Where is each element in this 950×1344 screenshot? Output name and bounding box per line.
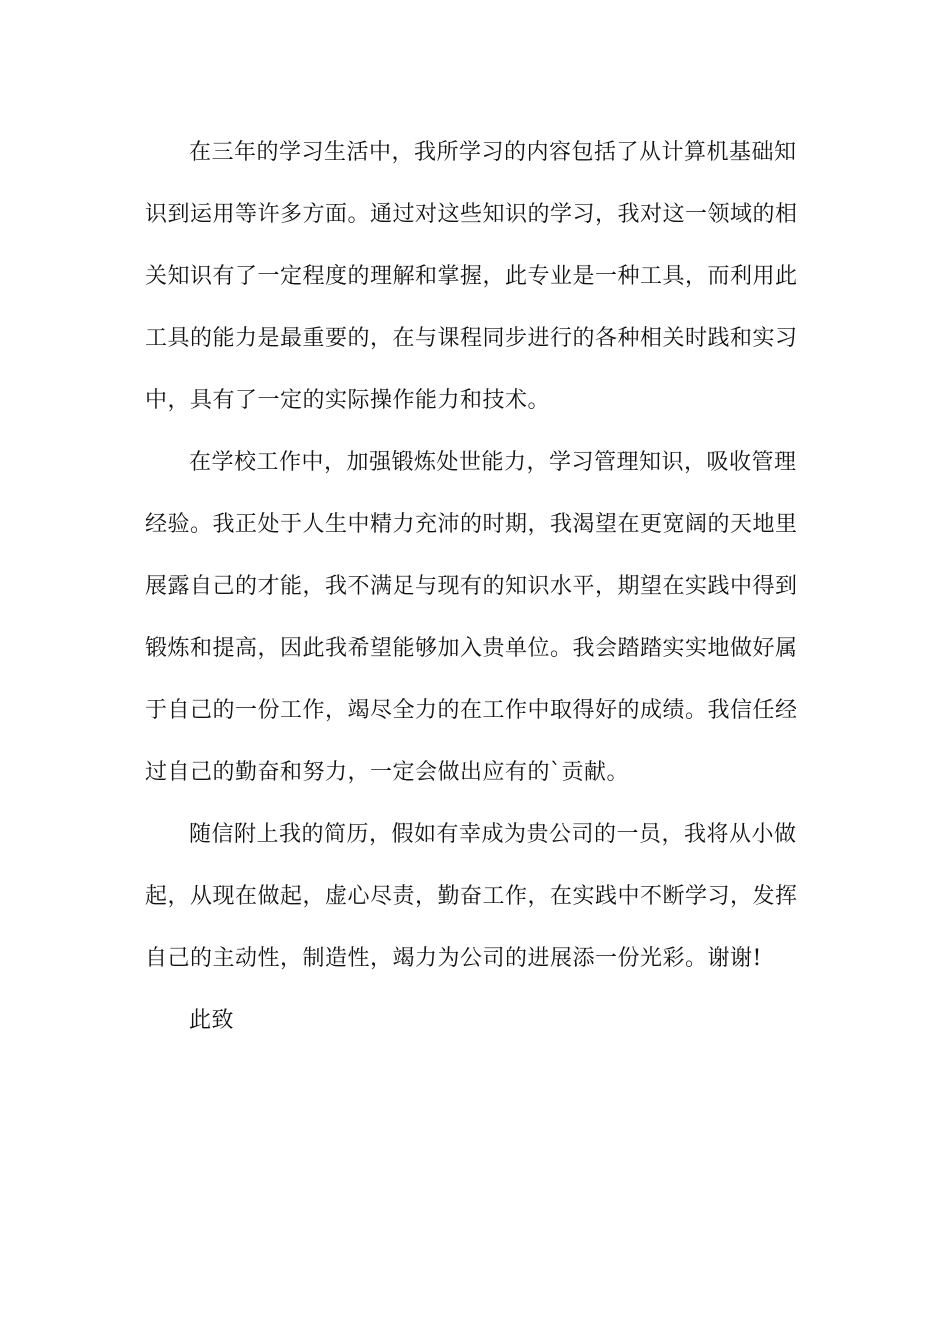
paragraph-line: 经验。我正处于人生中精力充沛的时期，我渴望在更宽阔的天地里 [145,512,798,537]
paragraph-line: 中，具有了一定的实际操作能力和技术。 [145,388,551,413]
paragraph-line: 随信附上我的简历，假如有幸成为贵公司的一员，我将从小做 [189,822,797,847]
paragraph-line: 工具的能力是最重要的，在与课程同步进行的各种相关时践和实习 [145,326,798,351]
paragraph-line: 关知识有了一定程度的理解和掌握，此专业是一种工具，而利用此 [145,264,798,289]
paragraph-line: 在学校工作中，加强锻炼处世能力，学习管理知识，吸收管理 [189,450,797,475]
paragraph-line: 过自己的勤奋和努力，一定会做出应有的`贡献。 [145,760,630,785]
paragraph-line: 展露自己的才能，我不满足与现有的知识水平，期望在实践中得到 [145,574,798,599]
paragraph-3 [145,812,805,998]
paragraph-line: 于自己的一份工作，竭尽全力的在工作中取得好的成绩。我信任经 [145,698,798,723]
paragraph-line: 在三年的学习生活中，我所学习的内容包括了从计算机基础知 [189,140,797,165]
paragraph-line: 自己的主动性，制造性，竭力为公司的进展添一份光彩。谢谢! [145,946,762,971]
closing-salutation: 此致 [189,1008,235,1033]
paragraph-1 [145,130,805,440]
paragraph-line: 识到运用等许多方面。通过对这些知识的学习，我对这一领域的相 [145,202,798,227]
paragraph-2 [145,440,805,812]
paragraph-line: 起，从现在做起，虚心尽责，勤奋工作，在实践中不断学习，发挥 [145,884,798,909]
paragraph-line: 锻炼和提高，因此我希望能够加入贵单位。我会踏踏实实地做好属 [145,636,798,661]
